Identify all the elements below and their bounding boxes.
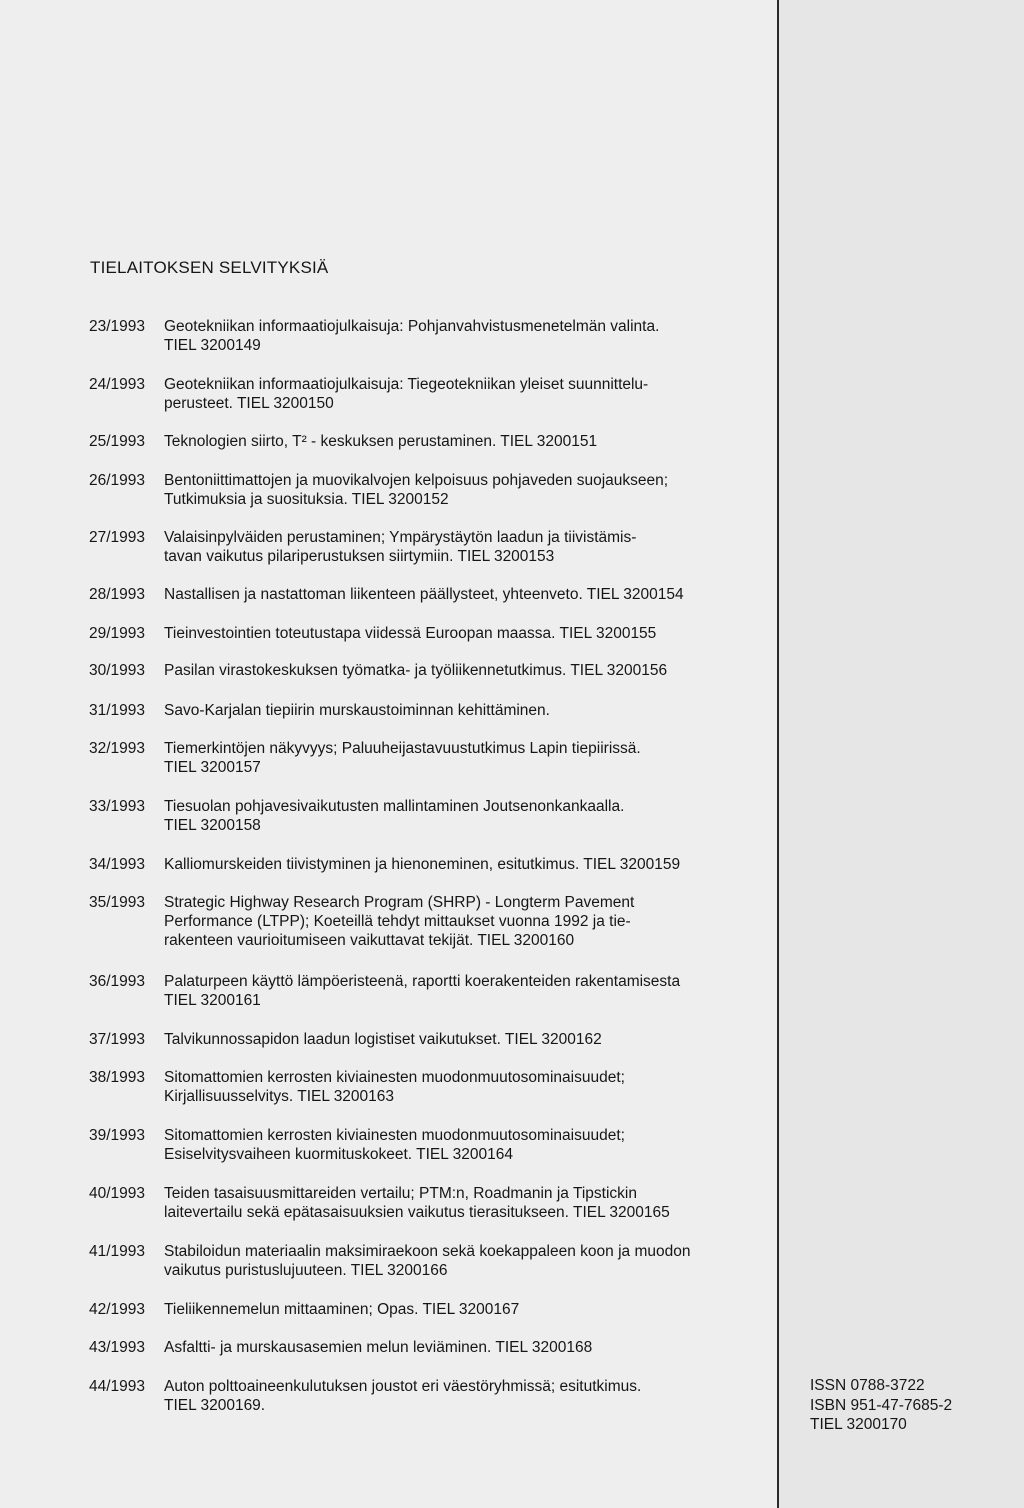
publication-title: [164, 972, 759, 1010]
publication-title-line: Geotekniikan informaatiojulkaisuja: Pohjanvahvistusmenetelmän valinta.: [164, 318, 660, 335]
publication-title-line: Sitomattomien kerrosten kiviainesten muodonmuutosominaisuudet;: [164, 1127, 625, 1144]
publication-title-line: tavan vaikutus pilariperustuksen siirtymiin. TIEL 3200153: [164, 548, 555, 565]
publication-title-line: perusteet. TIEL 3200150: [164, 395, 334, 412]
publication-title-line: laitevertailu sekä epätasaisuuksien vaikutus tierasitukseen. TIEL 3200165: [164, 1204, 670, 1221]
publication-title: [164, 855, 759, 874]
publication-title-line: Valaisinpylväiden perustaminen; Ympärystäytön laadun ja tiivistämis-: [164, 529, 637, 546]
publication-number: 39/1993: [89, 1127, 146, 1144]
publication-number: 31/1993: [89, 702, 146, 719]
publication-title-line: Auton polttoaineenkulutuksen joustot eri väestöryhmissä; esitutkimus.: [164, 1378, 642, 1395]
publication-title-line: TIEL 3200169.: [164, 1397, 266, 1414]
publication-title-line: Tiesuolan pohjavesivaikutusten mallintaminen Joutsenonkankaalla.: [164, 798, 625, 815]
issn-label: ISSN 0788-3722: [810, 1377, 925, 1394]
identifier-panel: [779, 0, 1024, 1508]
publication-title: [164, 1338, 759, 1357]
publication-number: 42/1993: [89, 1301, 146, 1318]
publication-title-line: Tutkimuksia ja suosituksia. TIEL 3200152: [164, 491, 449, 508]
publication-title-line: Teknologien siirto, T² - keskuksen perustaminen. TIEL 3200151: [164, 433, 598, 450]
publication-title: [164, 432, 759, 451]
publication-title-line: Tieliikennemelun mittaaminen; Opas. TIEL 3200167: [164, 1301, 520, 1318]
publication-number: 36/1993: [89, 973, 146, 990]
publication-title-line: Bentoniittimattojen ja muovikalvojen kelpoisuus pohjaveden suojaukseen;: [164, 472, 669, 489]
publication-title-line: Kalliomurskeiden tiivistyminen ja hienoneminen, esitutkimus. TIEL 3200159: [164, 856, 681, 873]
publication-number: 27/1993: [89, 529, 146, 546]
publication-title-line: Geotekniikan informaatiojulkaisuja: Tiegeotekniikan yleiset suunnittelu-: [164, 376, 649, 393]
publication-number: 29/1993: [89, 625, 146, 642]
publication-title-line: Kirjallisuusselvitys. TIEL 3200163: [164, 1088, 395, 1105]
series-title: TIELAITOKSEN SELVITYKSIÄ: [90, 258, 329, 277]
publication-number: 38/1993: [89, 1069, 146, 1086]
isbn-label: ISBN 951-47-7685-2: [810, 1396, 953, 1414]
publication-title: [164, 893, 759, 950]
publication-title-line: Esiselvitysvaiheen kuormituskokeet. TIEL 3200164: [164, 1146, 513, 1163]
publication-title-line: Pasilan virastokeskuksen työmatka- ja työliikennetutkimus. TIEL 3200156: [164, 662, 668, 679]
publication-title: [164, 624, 759, 643]
publication-title: [164, 528, 759, 566]
publication-title: [164, 585, 759, 604]
publication-title: [164, 1184, 759, 1222]
publication-number: 32/1993: [89, 740, 146, 757]
publication-title: [164, 661, 759, 680]
publication-number: 43/1993: [89, 1339, 146, 1356]
publication-identifiers: [810, 1376, 952, 1435]
publication-title: [164, 317, 759, 355]
publication-title-line: Tiemerkintöjen näkyvyys; Paluuheijastavuustutkimus Lapin tiepiirissä.: [164, 740, 641, 757]
publication-number: 26/1993: [89, 472, 146, 489]
publication-number: 28/1993: [89, 586, 146, 603]
publication-number: 30/1993: [89, 662, 146, 679]
publication-title-line: Strategic Highway Research Program (SHRP) - Longterm Pavement: [164, 894, 635, 911]
publication-title: [164, 1300, 759, 1319]
publication-number: 41/1993: [89, 1243, 146, 1260]
publication-title-line: vaikutus puristuslujuuteen. TIEL 3200166: [164, 1262, 448, 1279]
publication-title: [164, 1242, 759, 1280]
publication-title: [164, 1030, 759, 1049]
publication-title-line: TIEL 3200157: [164, 759, 261, 776]
publication-title: [164, 701, 759, 720]
publication-title-line: rakenteen vaurioitumiseen vaikuttavat tekijät. TIEL 3200160: [164, 932, 575, 949]
publication-number: 40/1993: [89, 1185, 146, 1202]
publication-title-line: Sitomattomien kerrosten kiviainesten muodonmuutosominaisuudet;: [164, 1069, 625, 1086]
publication-title: [164, 1126, 759, 1164]
publication-title-line: TIEL 3200149: [164, 337, 261, 354]
publication-number: 44/1993: [89, 1378, 146, 1395]
publication-title: [164, 471, 759, 509]
publication-title-line: Nastallisen ja nastattoman liikenteen päällysteet, yhteenveto. TIEL 3200154: [164, 586, 684, 603]
publication-number: 25/1993: [89, 433, 146, 450]
publication-title: [164, 1377, 759, 1415]
publication-title-line: Savo-Karjalan tiepiirin murskaustoiminnan kehittäminen.: [164, 702, 550, 719]
publication-title-line: Palaturpeen käyttö lämpöeristeenä, raportti koerakenteiden rakentamisesta: [164, 973, 681, 990]
publication-title: [164, 375, 759, 413]
publication-number: 24/1993: [89, 376, 146, 393]
publication-title-line: Tieinvestointien toteutustapa viidessä Euroopan maassa. TIEL 3200155: [164, 625, 657, 642]
publication-title-line: TIEL 3200158: [164, 817, 261, 834]
publication-number: 37/1993: [89, 1031, 146, 1048]
publication-number: 35/1993: [89, 894, 146, 911]
publication-number: 34/1993: [89, 856, 146, 873]
publication-title-line: Teiden tasaisuusmittareiden vertailu; PTM:n, Roadmanin ja Tipstickin: [164, 1185, 637, 1202]
publication-title: [164, 739, 759, 777]
tiel-code-label: TIEL 3200170: [810, 1416, 907, 1433]
publication-title-line: TIEL 3200161: [164, 992, 261, 1009]
publication-number: 33/1993: [89, 798, 146, 815]
publication-title-line: Stabiloidun materiaalin maksimiraekoon sekä koekappaleen koon ja muodon: [164, 1243, 691, 1260]
publication-title: [164, 1068, 759, 1106]
publication-title: [164, 797, 759, 835]
publication-title-line: Asfaltti- ja murskausasemien melun leviäminen. TIEL 3200168: [164, 1339, 593, 1356]
publication-title-line: Talvikunnossapidon laadun logistiset vaikutukset. TIEL 3200162: [164, 1031, 602, 1048]
publication-number: 23/1993: [89, 318, 146, 335]
publication-title-line: Performance (LTPP); Koeteillä tehdyt mittaukset vuonna 1992 ja tie-: [164, 913, 631, 930]
